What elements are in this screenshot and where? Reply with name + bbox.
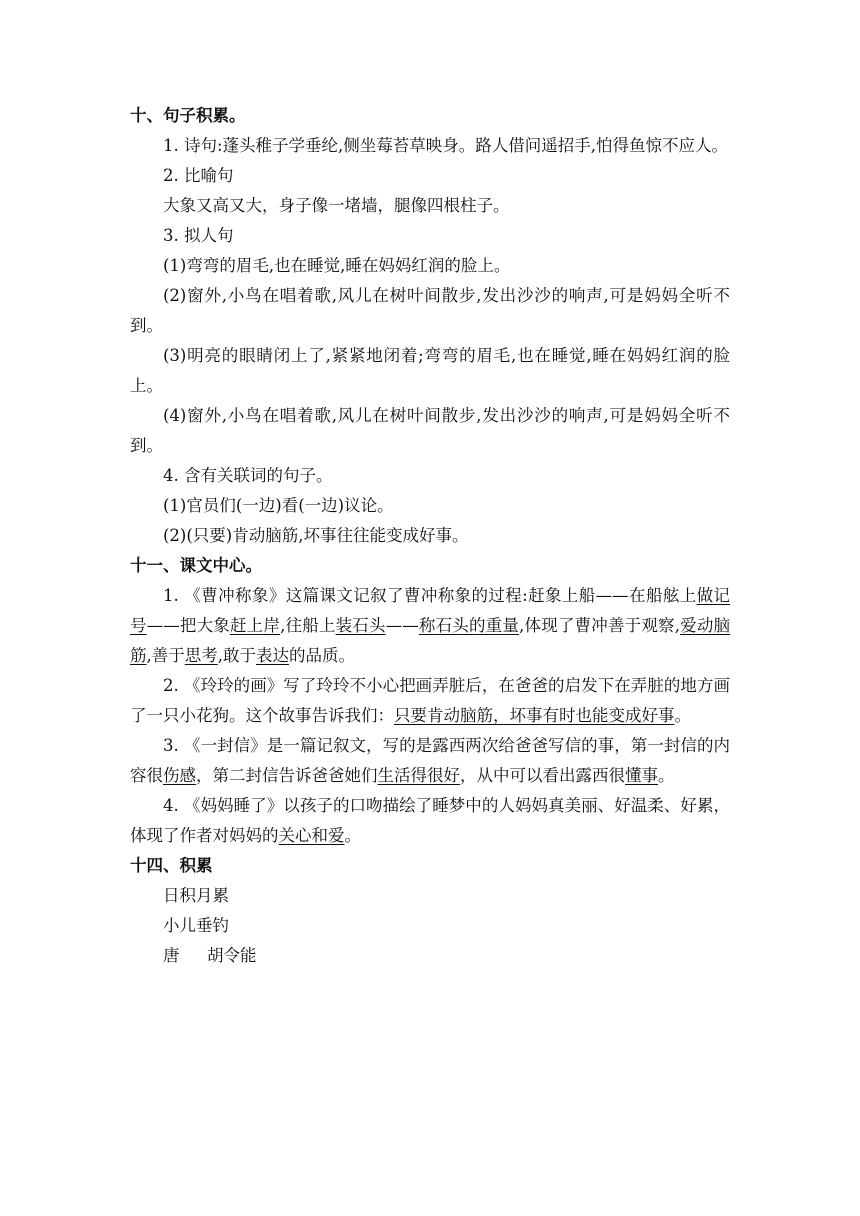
- section-14-heading: 十四、积累: [130, 856, 213, 875]
- underlined-answer: 爱动脑筋: [130, 616, 731, 665]
- poem-author-line: [130, 941, 730, 971]
- text-run: ——: [385, 616, 419, 635]
- document-content: [130, 101, 730, 971]
- personification-sentence-1: (1)弯弯的眉毛,也在睡觉,睡在妈妈红润的脸上。: [163, 256, 511, 275]
- summary-a-letter: [130, 731, 730, 791]
- underlined-answer: 懂事: [625, 766, 658, 785]
- text-run: ,善于: [146, 646, 185, 665]
- text-run: 。: [674, 706, 691, 725]
- underlined-answer: 关心和爱: [278, 826, 345, 845]
- personification-sentence-4: (4)窗外,小鸟在唱着歌,风儿在树叶间散步,发出沙沙的响声,可是妈妈全听不到。: [130, 406, 730, 455]
- underlined-answer: 做记号: [130, 586, 731, 635]
- text-run: ,往船上: [280, 616, 336, 635]
- text-run: 4. 《妈妈睡了》以孩子的口吻描绘了睡梦中的人妈妈真美丽、好温柔、好累，体现了作者对妈妈的: [130, 796, 730, 845]
- text-run: ——把大象: [146, 616, 230, 635]
- text-run: 的品质。: [289, 646, 355, 665]
- conjunction-sentence-1: (1)官员们(一边)看(一边)议论。: [163, 496, 394, 515]
- text-run: ,敢于: [217, 646, 256, 665]
- personification-sentence-2: (2)窗外,小鸟在唱着歌,风儿在树叶间散步,发出沙沙的响声,可是妈妈全听不到。: [130, 286, 730, 335]
- text-run: 2. 《玲玲的画》写了玲玲不小心把画弄脏后，在爸爸的启发下在弄脏的地方画了一只小花狗。这个故事告诉我们：: [130, 676, 730, 725]
- underlined-answer: 只要肯动脑筋，坏事有时也能变成好事: [394, 706, 675, 725]
- summary-cao-chong: [130, 581, 730, 671]
- personification-label: 3. 拟人句: [163, 226, 234, 245]
- conjunction-sentence-2: (2)(只要)肯动脑筋,坏事往往能变成好事。: [163, 526, 469, 545]
- summary-lingling-painting: [130, 671, 730, 731]
- conjunction-label: 4. 含有关联词的句子。: [163, 466, 333, 485]
- section-10-heading: 十、句子积累。: [130, 106, 246, 125]
- text-run: ，第二封信告诉爸爸她们: [196, 766, 378, 785]
- underlined-answer: 伤感: [163, 766, 196, 785]
- summary-mom-asleep: [130, 791, 730, 851]
- simile-label: 2. 比喻句: [163, 166, 234, 185]
- text-run: 1. 《曹冲称象》这篇课文记叙了曹冲称象的过程:赶象上船——在船舷上: [163, 586, 697, 605]
- underlined-answer: 称石头的重量: [418, 616, 520, 635]
- section-11-heading: 十一、课文中心。: [130, 556, 262, 575]
- underlined-answer: 装石头: [335, 616, 386, 635]
- poem-item: 1. 诗句:蓬头稚子学垂纶,侧坐莓苔草映身。路人借问遥招手,怕得鱼惊不应人。: [163, 136, 729, 155]
- text-run: ,体现了曹冲善于观察,: [519, 616, 680, 635]
- text-run: 。: [344, 826, 361, 845]
- daily-accumulation-label: 日积月累: [163, 886, 229, 905]
- text-run: ，从中可以看出露西很: [460, 766, 625, 785]
- poem-dynasty: 唐: [163, 946, 180, 965]
- text-run: 3. 《一封信》是一篇记叙文，写的是露西两次给爸爸写信的事，第一封信的内容很: [130, 736, 730, 785]
- underlined-answer: 赶上岸: [229, 616, 281, 635]
- underlined-answer: 思考: [184, 646, 218, 665]
- personification-sentence-3: (3)明亮的眼睛闭上了,紧紧地闭着;弯弯的眉毛,也在睡觉,睡在妈妈红润的脸上。: [130, 346, 730, 395]
- simile-sentence: 大象又高又大，身子像一堵墙，腿像四根柱子。: [163, 196, 510, 215]
- poem-title: 小儿垂钓: [163, 916, 229, 935]
- poem-author: 胡令能: [207, 946, 257, 965]
- text-run: 。: [658, 766, 675, 785]
- underlined-answer: 表达: [256, 646, 289, 665]
- underlined-answer: 生活得很好: [377, 766, 460, 785]
